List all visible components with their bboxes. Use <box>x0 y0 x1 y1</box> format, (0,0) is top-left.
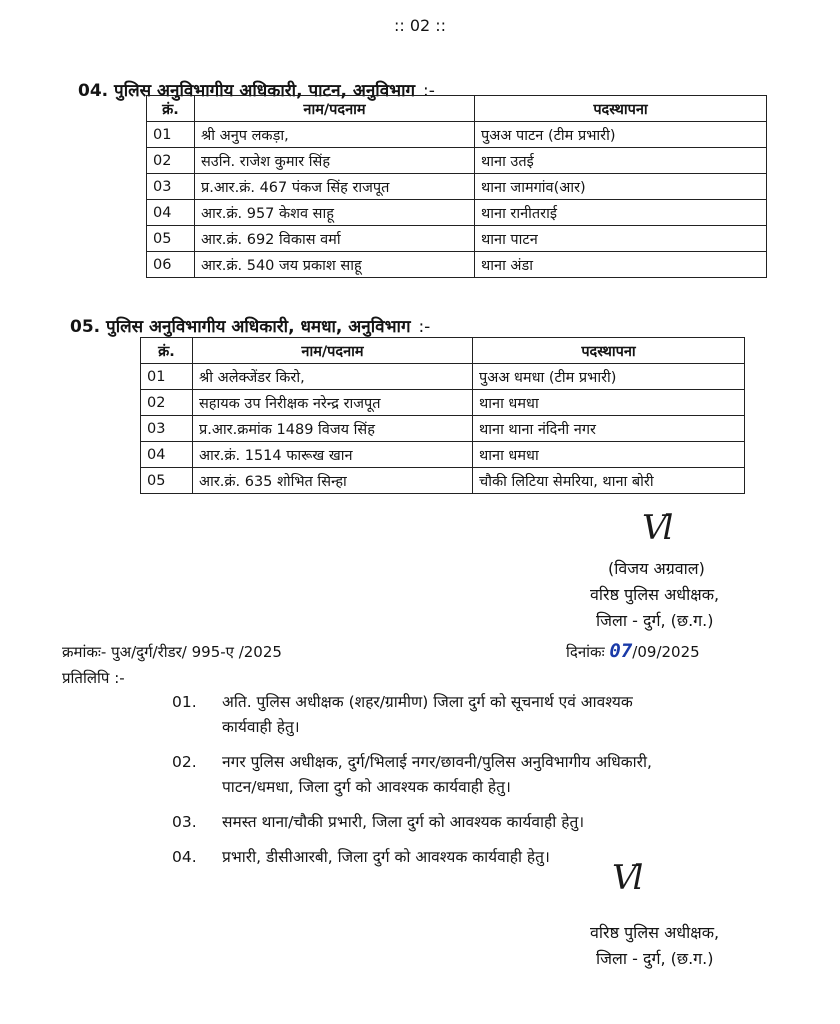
cell-serial: 01 <box>141 364 193 390</box>
cell-posting: थाना रानीतराई <box>475 200 767 226</box>
cell-serial: 04 <box>147 200 195 226</box>
list-item-text: नगर पुलिस अधीक्षक, दुर्ग/भिलाई नगर/छावनी/पुलिस अनुविभागीय अधिकारी, पाटन/धमधा, जिला दुर्ग को आवश्यक कार्यवाही हेतु। <box>222 753 652 796</box>
signatory-bottom-designation: वरिष्ठ पुलिस अधीक्षक, <box>590 923 720 942</box>
cell-name: आर.क्रं. 692 विकास वर्मा <box>195 226 475 252</box>
signatory-designation: वरिष्ठ पुलिस अधीक्षक, <box>590 585 720 604</box>
cell-serial: 01 <box>147 122 195 148</box>
list-item-text: अति. पुलिस अधीक्षक (शहर/ग्रामीण) जिला दुर्ग को सूचनार्थ एवं आवश्यक कार्यवाही हेतु। <box>222 693 633 736</box>
cell-serial: 02 <box>141 390 193 416</box>
section-05-title: 05. पुलिस अनुविभागीय अधिकारी, धमधा, अनुविभाग <box>70 317 411 337</box>
list-item <box>172 810 782 835</box>
column-header-posting: पदस्थापना <box>473 338 745 364</box>
list-item <box>172 845 782 870</box>
cell-name: आर.क्रं. 635 शोभित सिन्हा <box>193 468 473 494</box>
signature-mark-top: Vl <box>642 508 670 548</box>
list-item <box>172 690 782 740</box>
column-header-serial: क्रं. <box>141 338 193 364</box>
list-item-number: 03. <box>172 813 197 831</box>
cell-name: सहायक उप निरीक्षक नरेन्द्र राजपूत <box>193 390 473 416</box>
date-day: 07 <box>609 640 633 662</box>
list-item-text: समस्त थाना/चौकी प्रभारी, जिला दुर्ग को आवश्यक कार्यवाही हेतु। <box>222 813 585 831</box>
cell-name: प्र.आर.क्रमांक 1489 विजय सिंह <box>193 416 473 442</box>
page-number: :: 02 :: <box>393 16 447 35</box>
signatory-name: (विजय अग्रवाल) <box>608 559 705 578</box>
section-04-suffix: :- <box>423 81 435 101</box>
table-header-row <box>147 96 767 122</box>
table-row <box>141 390 745 416</box>
section-04-table <box>146 95 767 278</box>
cell-serial: 04 <box>141 442 193 468</box>
table-row <box>147 174 767 200</box>
signatory-bottom-district: जिला - दुर्ग, (छ.ग.) <box>596 949 714 968</box>
table-row <box>141 364 745 390</box>
cell-posting: पुअअ पाटन (टीम प्रभारी) <box>475 122 767 148</box>
column-header-name: नाम/पदनाम <box>193 338 473 364</box>
cell-name: श्री अनुप लकड़ा, <box>195 122 475 148</box>
section-05-heading <box>70 314 430 337</box>
cell-posting: थाना धमधा <box>473 442 745 468</box>
table-row <box>147 200 767 226</box>
cell-serial: 05 <box>141 468 193 494</box>
date-month-year: /09/2025 <box>632 643 700 661</box>
cell-posting: चौकी लिटिया सेमरिया, थाना बोरी <box>473 468 745 494</box>
list-item-number: 02. <box>172 753 197 771</box>
section-04-title: 04. पुलिस अनुविभागीय अधिकारी, पाटन, अनुविभाग <box>78 81 416 101</box>
list-item-number: 01. <box>172 693 197 711</box>
table-row <box>147 122 767 148</box>
cell-posting: पुअअ धमधा (टीम प्रभारी) <box>473 364 745 390</box>
cell-name: श्री अलेक्जेंडर किरो, <box>193 364 473 390</box>
cell-serial: 06 <box>147 252 195 278</box>
cell-name: आर.क्रं. 1514 फारूख खान <box>193 442 473 468</box>
copy-to-list <box>172 690 782 880</box>
section-05-suffix: :- <box>418 317 431 337</box>
column-header-name: नाम/पदनाम <box>195 96 475 122</box>
column-header-posting: पदस्थापना <box>475 96 767 122</box>
cell-serial: 02 <box>147 148 195 174</box>
cell-posting: थाना उतई <box>475 148 767 174</box>
date-label: दिनांकः <box>566 643 605 661</box>
section-05-table <box>140 337 745 494</box>
cell-name: आर.क्रं. 957 केशव साहू <box>195 200 475 226</box>
table-header-row <box>141 338 745 364</box>
copy-to-label: प्रतिलिपि :- <box>62 669 125 687</box>
cell-posting: थाना थाना नंदिनी नगर <box>473 416 745 442</box>
cell-posting: थाना धमधा <box>473 390 745 416</box>
cell-serial: 03 <box>141 416 193 442</box>
table-row <box>147 148 767 174</box>
cell-name: सउनि. राजेश कुमार सिंह <box>195 148 475 174</box>
table-row <box>141 442 745 468</box>
cell-posting: थाना जामगांव(आर) <box>475 174 767 200</box>
table-row <box>141 416 745 442</box>
cell-posting: थाना अंडा <box>475 252 767 278</box>
column-header-serial: क्रं. <box>147 96 195 122</box>
cell-serial: 05 <box>147 226 195 252</box>
table-row <box>147 226 767 252</box>
list-item <box>172 750 782 800</box>
cell-name: प्र.आर.क्रं. 467 पंकज सिंह राजपूत <box>195 174 475 200</box>
table-row <box>141 468 745 494</box>
reference-date <box>566 640 700 662</box>
signatory-bottom-block <box>590 920 719 972</box>
signature-mark-bottom: Vl <box>612 858 640 898</box>
list-item-number: 04. <box>172 848 197 866</box>
signatory-district: जिला - दुर्ग, (छ.ग.) <box>596 611 714 630</box>
cell-posting: थाना पाटन <box>475 226 767 252</box>
cell-name: आर.क्रं. 540 जय प्रकाश साहू <box>195 252 475 278</box>
list-item-text: प्रभारी, डीसीआरबी, जिला दुर्ग को आवश्यक कार्यवाही हेतु। <box>222 848 550 866</box>
cell-serial: 03 <box>147 174 195 200</box>
table-row <box>147 252 767 278</box>
signatory-block <box>590 556 719 634</box>
reference-number: क्रमांकः- पुअ/दुर्ग/रीडर/ 995-ए /2025 <box>62 643 282 661</box>
